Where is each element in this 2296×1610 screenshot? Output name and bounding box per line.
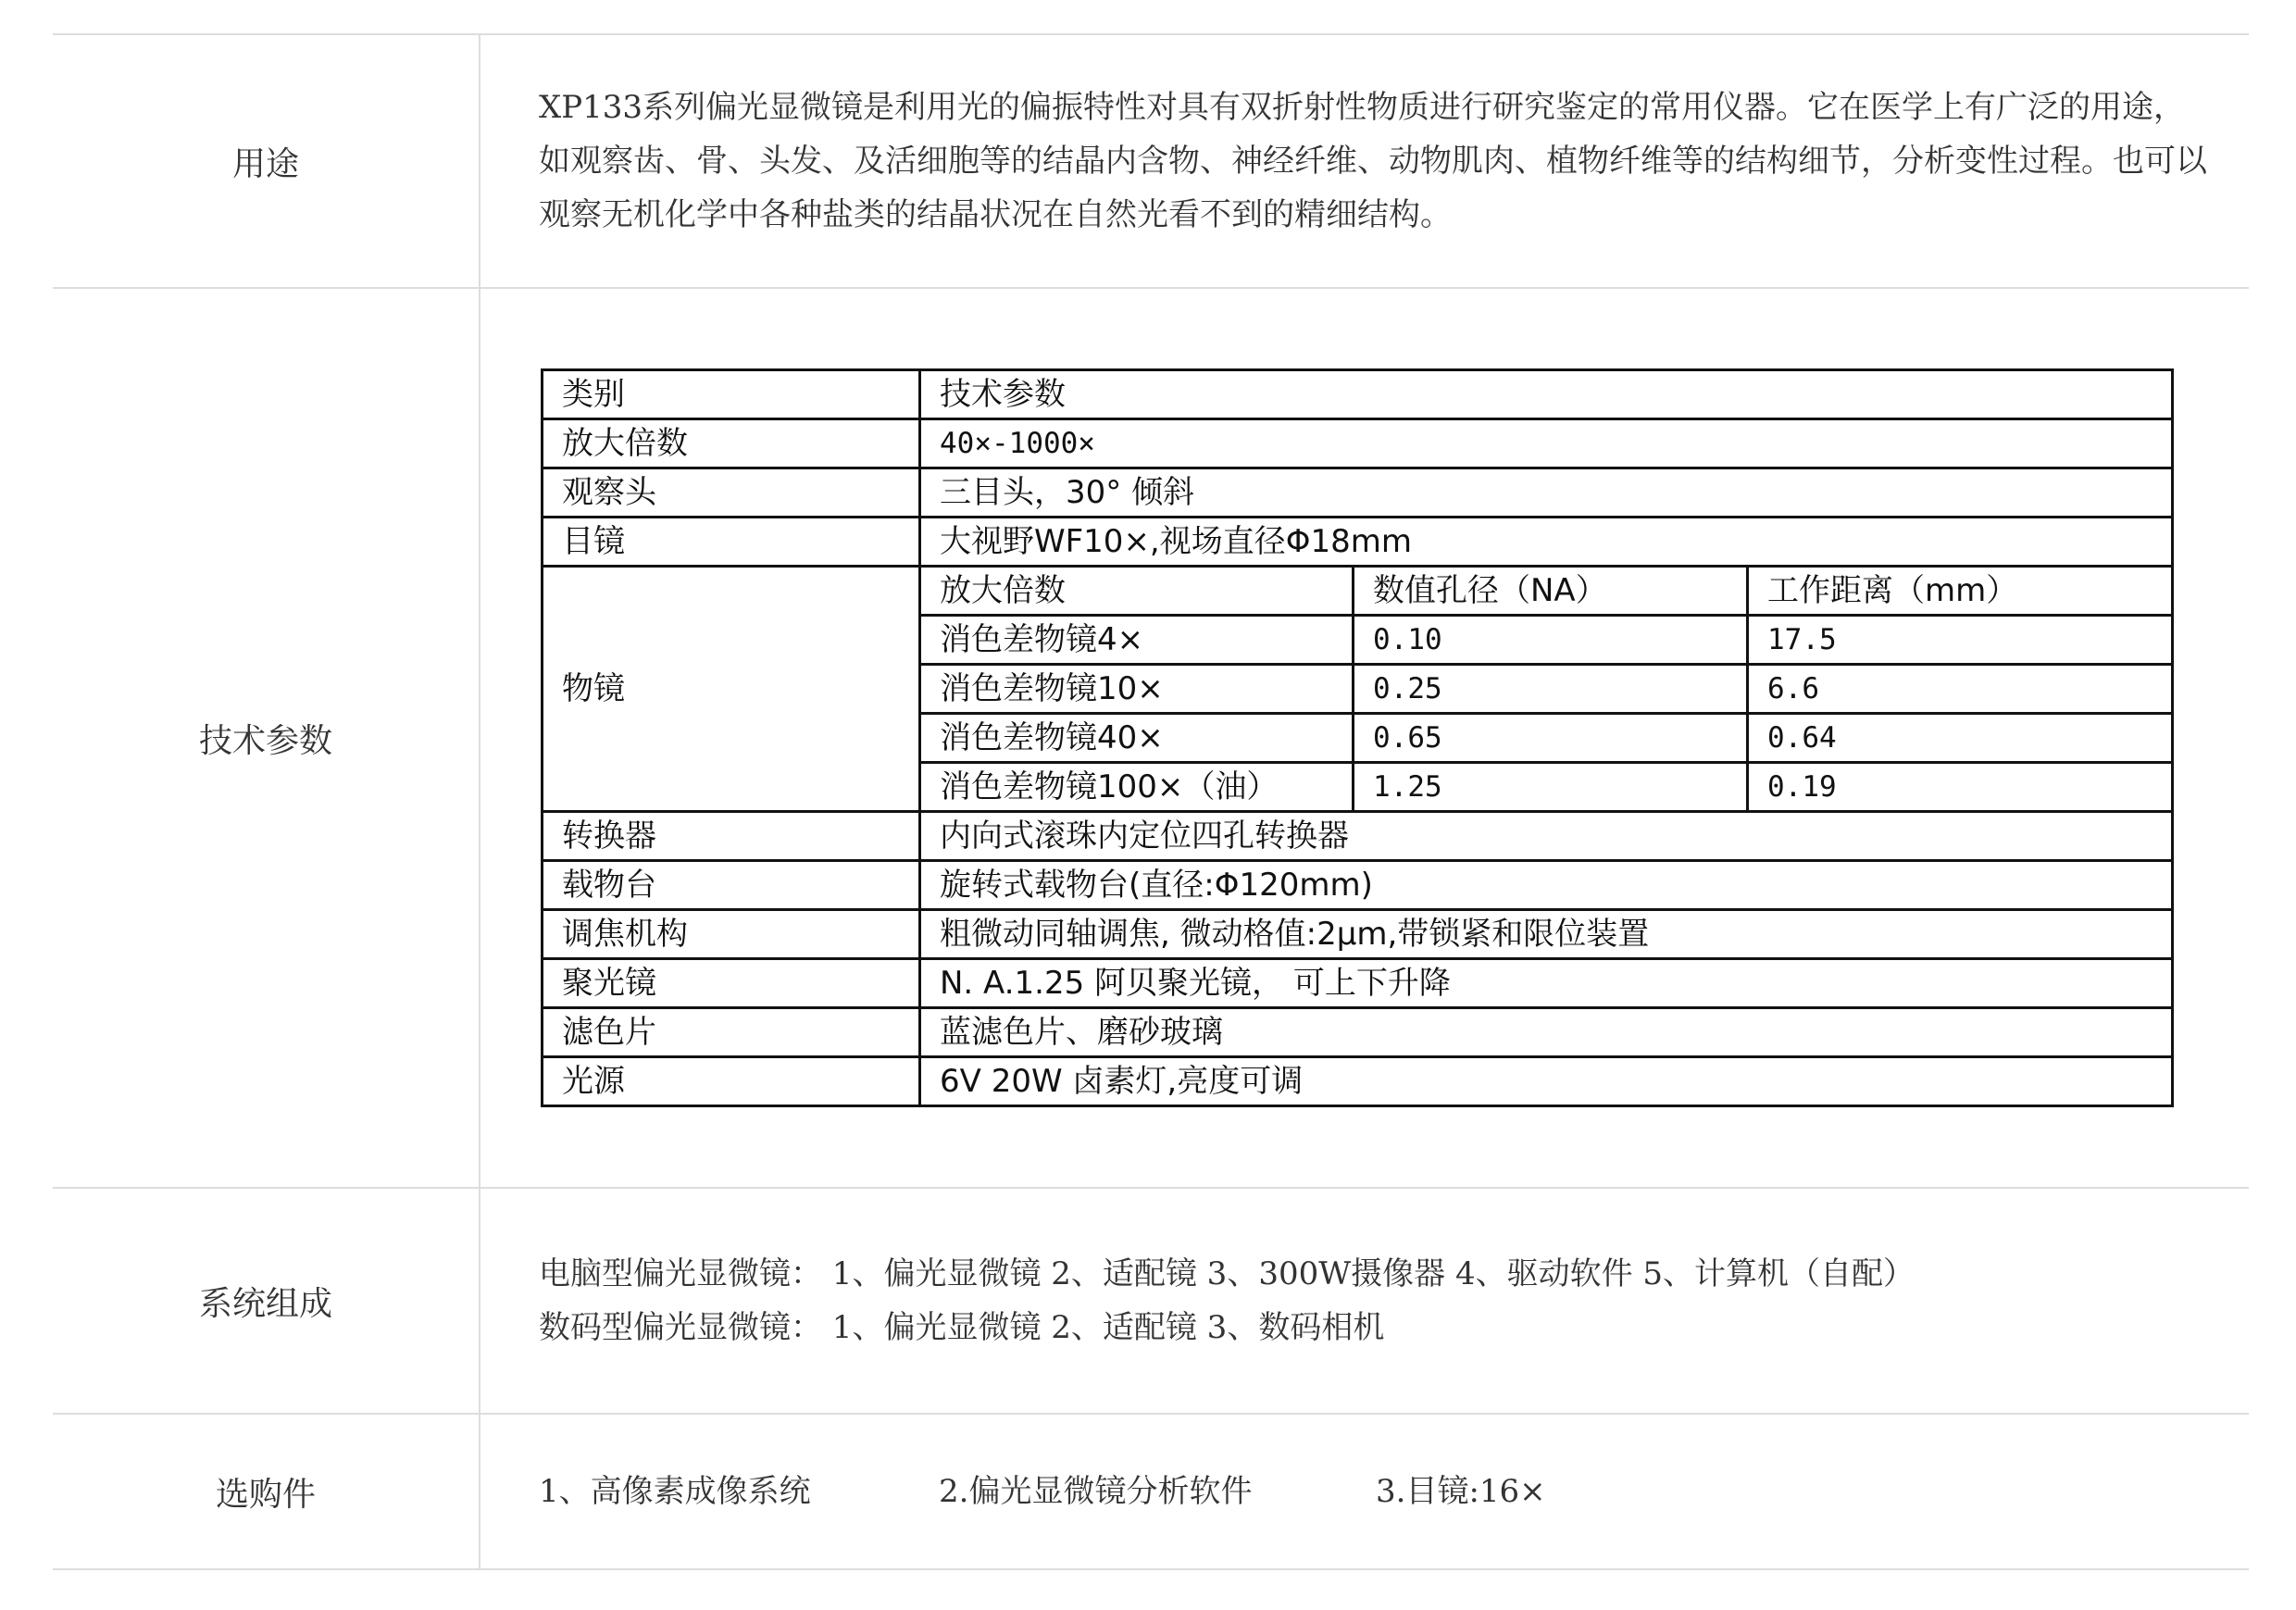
objective-cell: 17.5 bbox=[1748, 616, 2173, 665]
spec-value: 蓝滤色片、磨砂玻璃 bbox=[920, 1008, 2173, 1057]
objective-cell: 消色差物镜4× bbox=[920, 616, 1354, 665]
spec-name: 转换器 bbox=[543, 812, 920, 861]
system-label: 系统组成 bbox=[53, 1188, 480, 1414]
spec-value: 旋转式载物台(直径:Φ120mm) bbox=[920, 861, 2173, 910]
spec-value: N. A.1.25 阿贝聚光镜， 可上下升降 bbox=[920, 959, 2173, 1008]
usage-text: XP133系列偏光显微镜是利用光的偏振特性对具有双折射性物质进行研究鉴定的常用仪器。它在医学上有广泛的用途，如观察齿、骨、头发、及活细胞等的结晶内含物、神经纤维、动物肌肉、植物纤维等的结构细节，分析变性过程。也可以观察无机化学中各种盐类的结晶状况在自然光看不到的精细结构。 bbox=[539, 89, 2207, 233]
spec-row-condenser bbox=[543, 959, 2173, 1008]
usage-content bbox=[480, 34, 2249, 288]
tech-content bbox=[480, 288, 2249, 1188]
spec-value: 粗微动同轴调焦, 微动格值:2μm,带锁紧和限位装置 bbox=[920, 910, 2173, 959]
spec-row-converter bbox=[543, 812, 2173, 861]
system-line: 电脑型偏光显微镜： 1、偏光显微镜 2、适配镜 3、300W摄像器 4、驱动软件 5、计算机（自配） bbox=[539, 1255, 1915, 1292]
spec-name: 光源 bbox=[543, 1057, 920, 1106]
spec-name: 调焦机构 bbox=[543, 910, 920, 959]
objective-cell: 1.25 bbox=[1354, 763, 1748, 812]
usage-label: 用途 bbox=[53, 34, 480, 288]
options-content bbox=[480, 1414, 2249, 1569]
spec-row-filter bbox=[543, 1008, 2173, 1057]
spec-name: 放大倍数 bbox=[543, 419, 920, 468]
spec-header-category: 类别 bbox=[543, 370, 920, 419]
objective-cell: 0.19 bbox=[1748, 763, 2173, 812]
system-row bbox=[53, 1188, 2249, 1414]
spec-value: 6V 20W 卤素灯,亮度可调 bbox=[920, 1057, 2173, 1106]
objective-cell: 0.65 bbox=[1354, 714, 1748, 763]
spec-row-light bbox=[543, 1057, 2173, 1106]
objective-cell: 0.10 bbox=[1354, 616, 1748, 665]
spec-row-focus bbox=[543, 910, 2173, 959]
usage-row bbox=[53, 34, 2249, 288]
spec-value: 40×-1000× bbox=[920, 419, 2173, 468]
objective-col-header: 放大倍数 bbox=[920, 567, 1354, 616]
option-item: 3.目镜:16× bbox=[1376, 1473, 1546, 1510]
spec-row-head bbox=[543, 468, 2173, 518]
objective-cell: 消色差物镜100×（油） bbox=[920, 763, 1354, 812]
spec-row-eyepiece bbox=[543, 518, 2173, 567]
spec-value: 内向式滚珠内定位四孔转换器 bbox=[920, 812, 2173, 861]
objective-cell: 消色差物镜40× bbox=[920, 714, 1354, 763]
tech-label: 技术参数 bbox=[53, 288, 480, 1188]
spec-table bbox=[541, 368, 2174, 1107]
spec-row-magnification bbox=[543, 419, 2173, 468]
spec-name: 滤色片 bbox=[543, 1008, 920, 1057]
objective-cell: 6.6 bbox=[1748, 665, 2173, 714]
spec-name: 物镜 bbox=[543, 567, 920, 812]
spec-name: 聚光镜 bbox=[543, 959, 920, 1008]
spec-row-stage bbox=[543, 861, 2173, 910]
spec-value: 三目头，30° 倾斜 bbox=[920, 468, 2173, 518]
tech-row bbox=[53, 288, 2249, 1188]
options-row bbox=[53, 1414, 2249, 1569]
product-info-table bbox=[53, 33, 2249, 1570]
spec-header-row bbox=[543, 370, 2173, 419]
objective-cell: 0.64 bbox=[1748, 714, 2173, 763]
spec-header-param: 技术参数 bbox=[920, 370, 2173, 419]
objective-col-header: 数值孔径（NA） bbox=[1354, 567, 1748, 616]
options-label: 选购件 bbox=[53, 1414, 480, 1569]
spec-name: 载物台 bbox=[543, 861, 920, 910]
option-item: 1、高像素成像系统 bbox=[539, 1473, 811, 1510]
objective-cell: 0.25 bbox=[1354, 665, 1748, 714]
objective-col-header: 工作距离（mm） bbox=[1748, 567, 2173, 616]
system-content bbox=[480, 1188, 2249, 1414]
option-item: 2.偏光显微镜分析软件 bbox=[939, 1473, 1253, 1510]
system-line: 数码型偏光显微镜： 1、偏光显微镜 2、适配镜 3、数码相机 bbox=[539, 1309, 1385, 1346]
objective-cell: 消色差物镜10× bbox=[920, 665, 1354, 714]
spec-name: 目镜 bbox=[543, 518, 920, 567]
spec-name: 观察头 bbox=[543, 468, 920, 518]
spec-value: 大视野WF10×,视场直径Φ18mm bbox=[920, 518, 2173, 567]
spec-row-objective-header bbox=[543, 567, 2173, 616]
